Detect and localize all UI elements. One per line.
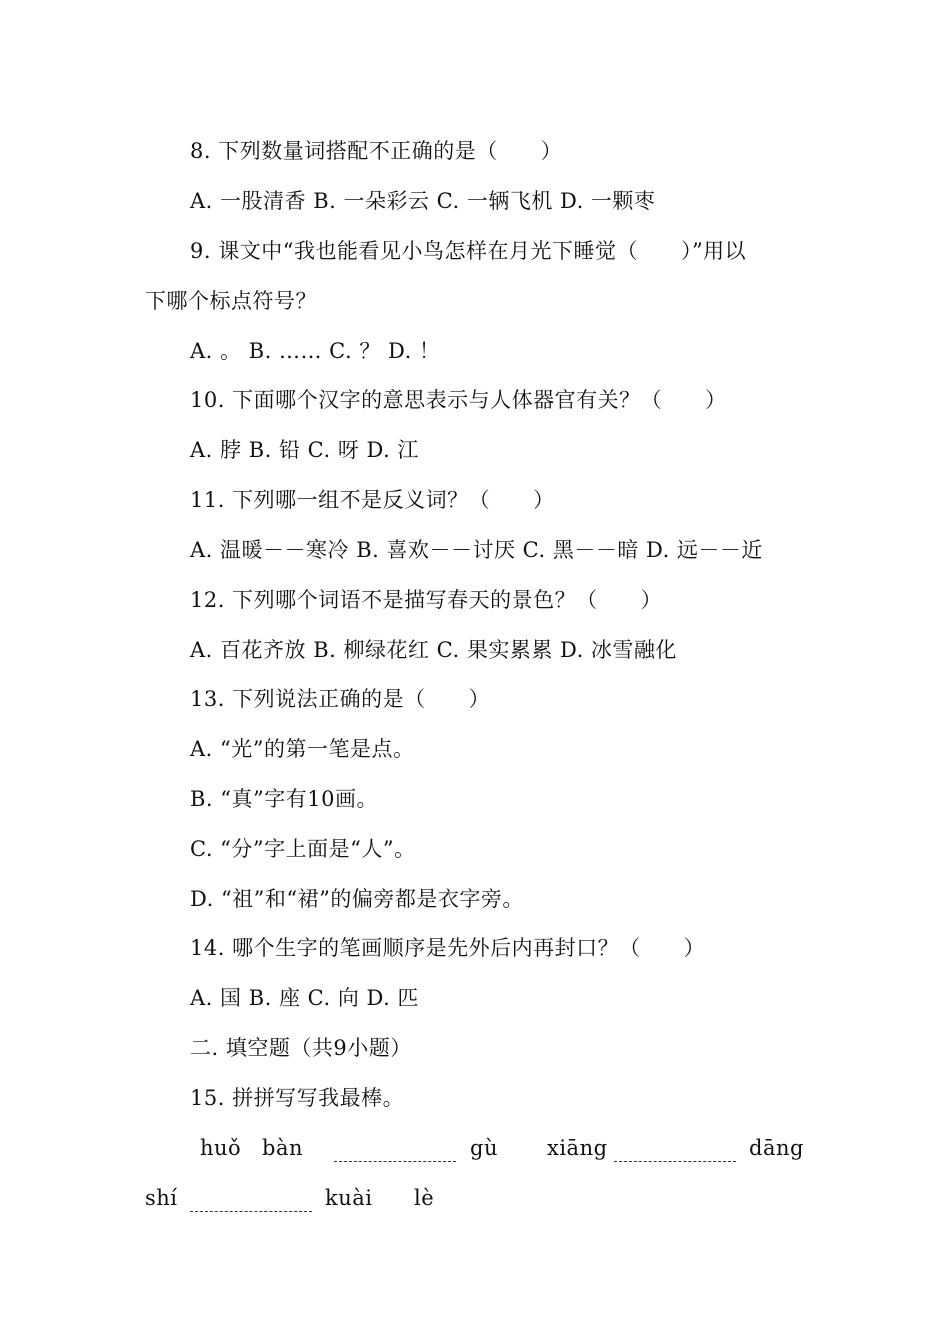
question-13: 13. 下列说法正确的是（ ）: [190, 687, 491, 711]
answer-blank-3[interactable]: [190, 1195, 312, 1212]
pinyin-huo: huǒ: [200, 1136, 242, 1160]
section-heading-fill-blank: 二. 填空题（共9小题）: [190, 1036, 412, 1060]
question-14-options: A. 国 B. 座 C. 向 D. 匹: [190, 986, 419, 1010]
question-11: 11. 下列哪一组不是反义词？（ ）: [190, 488, 555, 512]
question-12-options: A. 百花齐放 B. 柳绿花红 C. 果实累累 D. 冰雪融化: [190, 638, 677, 662]
question-10-options: A. 脖 B. 铅 C. 呀 D. 江: [190, 438, 419, 462]
question-13-option-c: C. “分”字上面是“人”。: [190, 837, 416, 861]
question-13-option-a: A. “光”的第一笔是点。: [190, 737, 415, 761]
pinyin-dang: dāng: [749, 1136, 804, 1160]
pinyin-le: lè: [414, 1186, 435, 1210]
question-13-option-b: B. “真”字有10画。: [190, 787, 378, 811]
question-9: 9. 课文中“我也能看见小鸟怎样在月光下睡觉（ ）”用以: [190, 239, 747, 263]
pinyin-ban: bàn: [262, 1136, 303, 1160]
question-11-options: A. 温暖－－寒冷 B. 喜欢－－讨厌 C. 黑－－暗 D. 远－－近: [190, 538, 763, 562]
answer-blank-1[interactable]: [334, 1145, 456, 1162]
pinyin-gu: gù: [470, 1136, 498, 1160]
pinyin-shi: shí: [145, 1186, 178, 1210]
question-15: 15. 拼拼写写我最棒。: [190, 1086, 405, 1110]
question-14: 14. 哪个生字的笔画顺序是先外后内再封口？（ ）: [190, 936, 706, 960]
question-12: 12. 下列哪个词语不是描写春天的景色？（ ）: [190, 588, 663, 612]
question-8-options: A. 一股清香 B. 一朵彩云 C. 一辆飞机 D. 一颗枣: [190, 189, 656, 213]
question-8: 8. 下列数量词搭配不正确的是（ ）: [190, 139, 563, 163]
question-10: 10. 下面哪个汉字的意思表示与人体器官有关？（ ）: [190, 388, 727, 412]
pinyin-xiang: xiāng: [547, 1136, 608, 1160]
question-9-options: A. 。 B. …… C. ？ D. ！: [190, 339, 441, 363]
pinyin-kuai: kuài: [325, 1186, 373, 1210]
answer-blank-2[interactable]: [614, 1145, 736, 1162]
question-9-continued: 下哪个标点符号？: [145, 289, 317, 313]
question-13-option-d: D. “祖”和“裙”的偏旁都是衣字旁。: [190, 887, 524, 911]
